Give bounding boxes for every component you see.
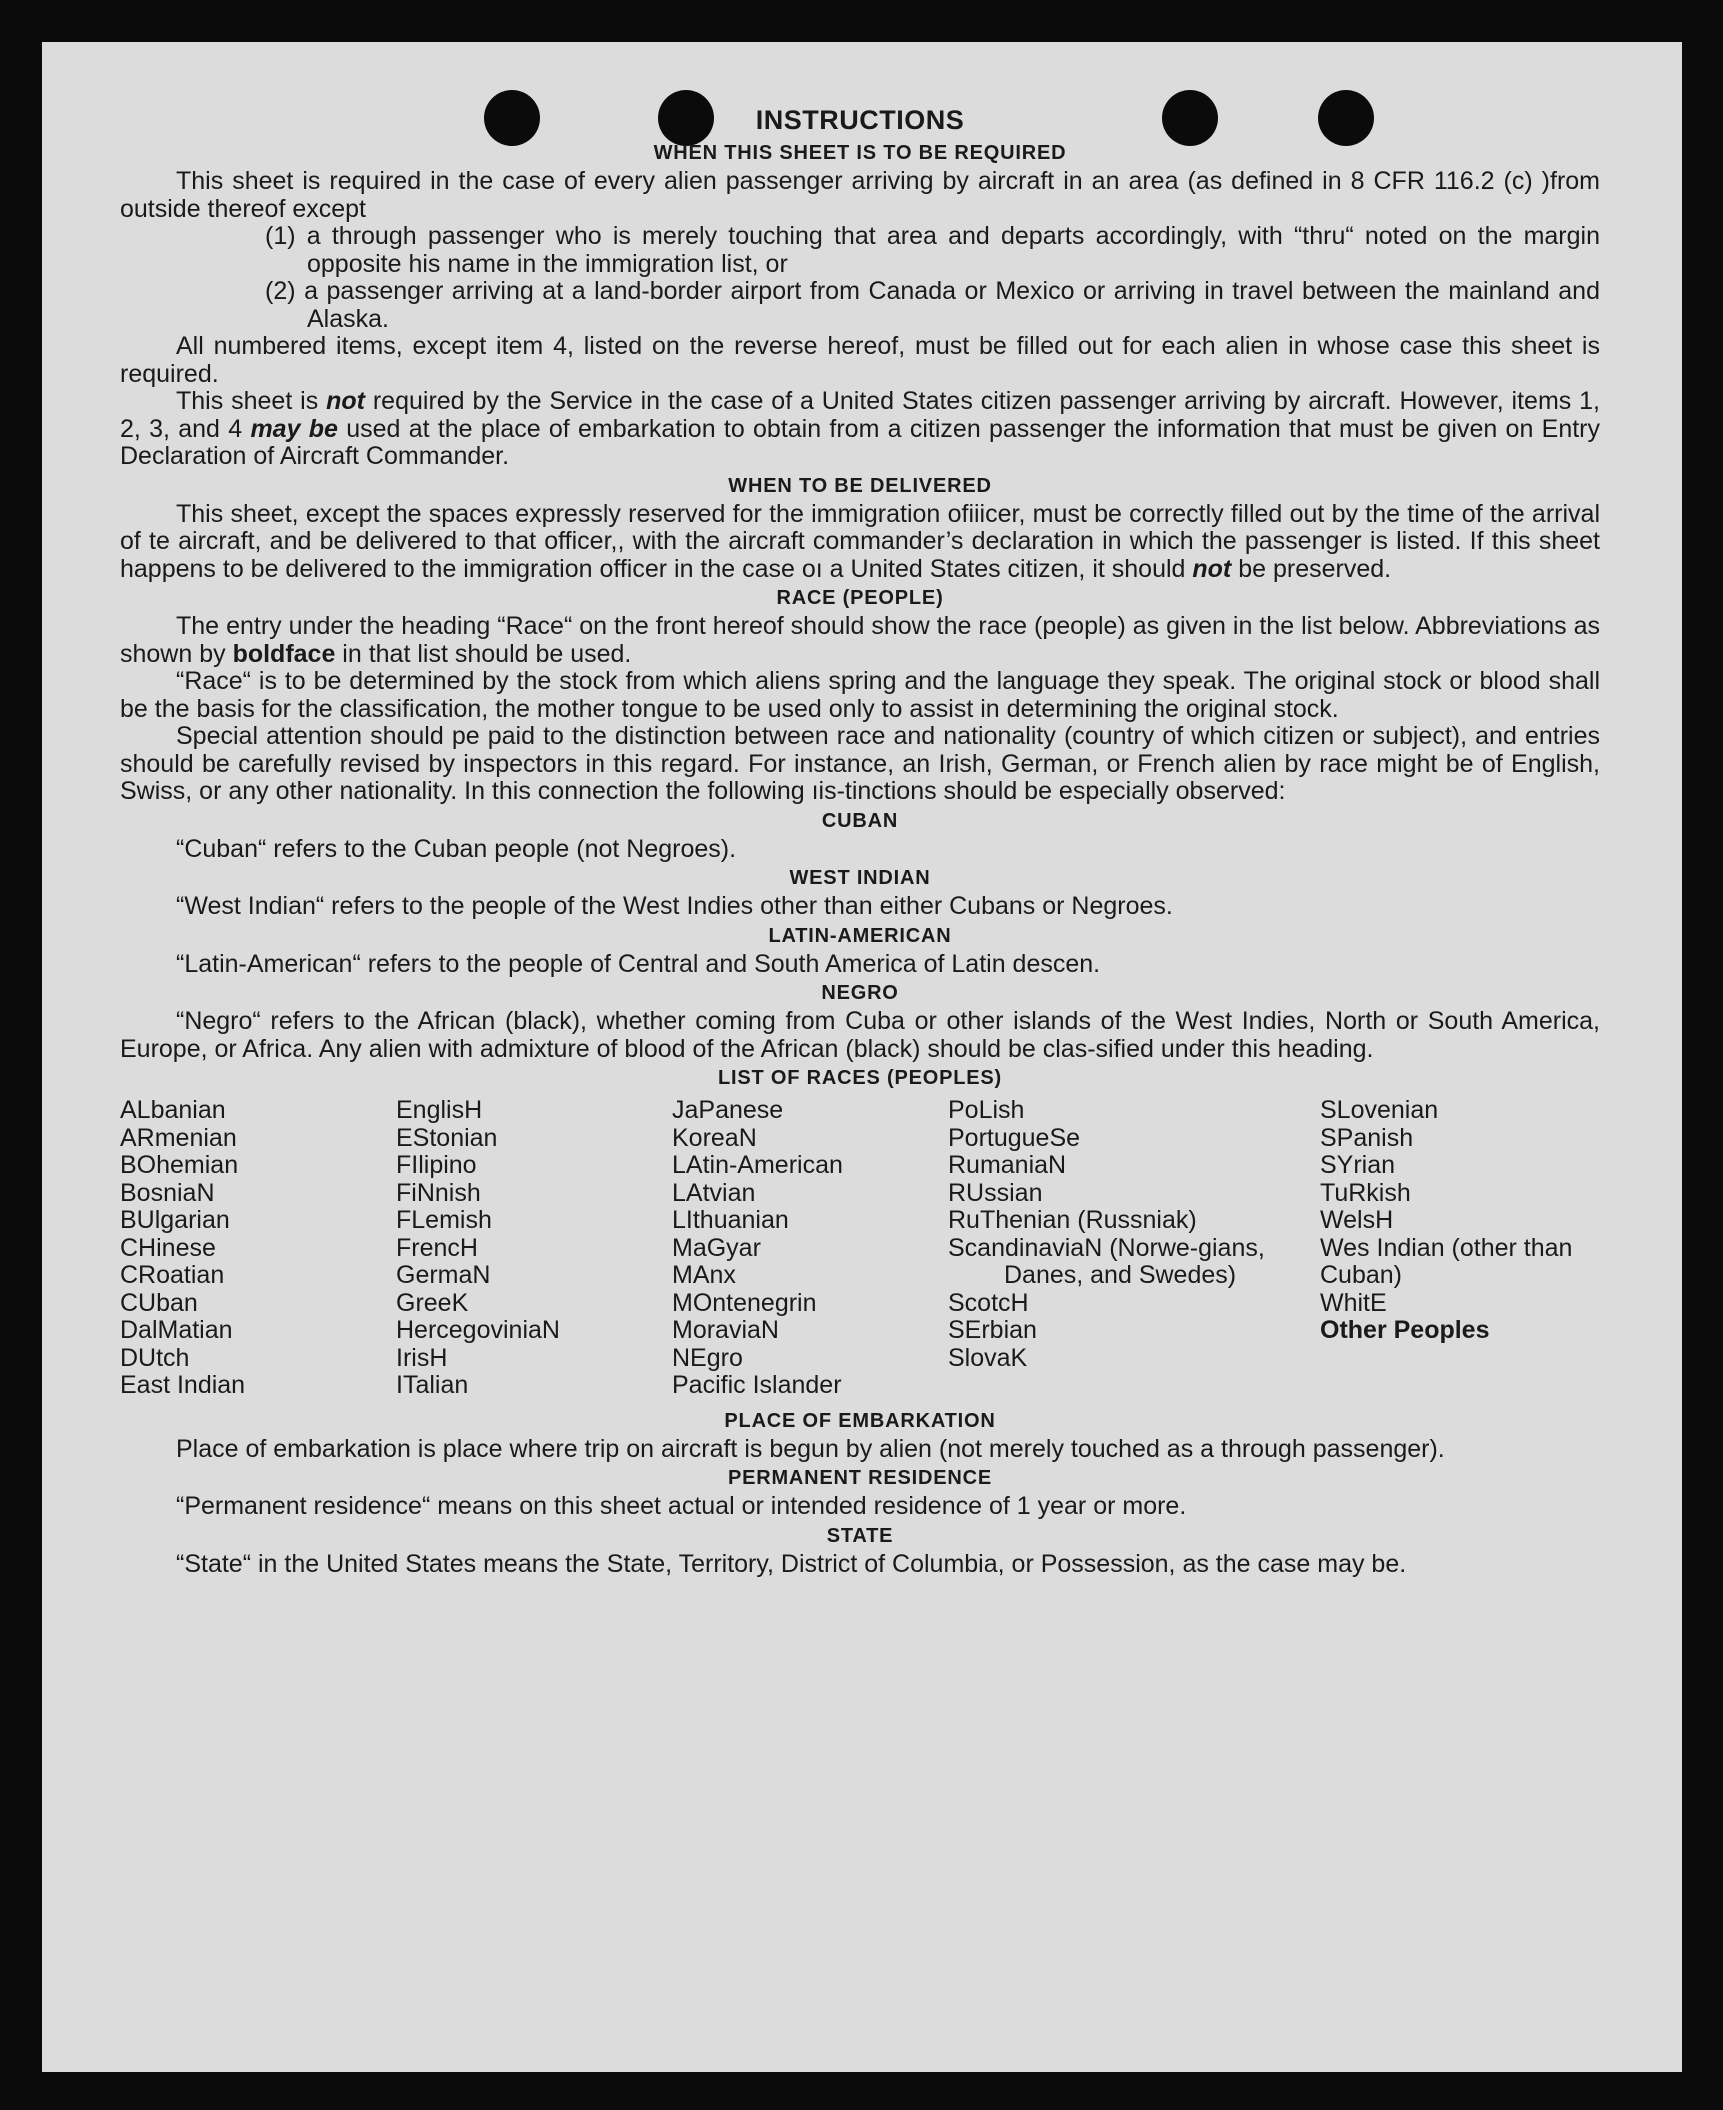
section-heading-latin-american: LATIN-AMERICAN [768,924,952,947]
race-item: IrisH [396,1343,448,1372]
race-item: WelsH [1320,1206,1394,1234]
section-heading-race: RACE (PEOPLE) [776,587,944,609]
race-item: HercegoviniaN [396,1316,560,1344]
race-paragraph-1 [120,613,1600,668]
section-heading-delivered: WHEN TO BE DELIVERED [728,474,992,497]
residence-paragraph: “Permanent residence“ means on this sheet actual or intended residence of 1 year or more. [176,1492,1187,1520]
state-paragraph: “State“ in the United States means the State, Territory, District of Columbia, or Possession, as the case may be. [176,1549,1407,1578]
race-paragraph-3: Special attention should pe paid to the distinction between race and nationality (country of which citizen or subject), and entries should be carefully revised by inspectors in this regard. For instance, an Irish, German, or French alien by race might be of English, Swiss, or any other nationality. In this connection the following ıis-tinctions should be especially observed: [120,722,1600,805]
race-item: JaPanese [672,1096,784,1124]
race-item: FLemish [396,1206,492,1234]
race-column-4 [948,1097,1320,1400]
race-item: PoLish [948,1096,1025,1124]
race-item: FrencH [396,1233,478,1262]
race-item: GermaN [396,1261,491,1289]
race-item: Other Peoples [1320,1316,1490,1344]
race-item: EStonian [396,1123,498,1152]
race-column-3 [672,1097,948,1400]
text-run: be preserved. [1231,554,1392,583]
text-run: This sheet is [176,387,327,415]
required-paragraph-3 [120,388,1600,471]
emphasis-text: not [1192,554,1232,583]
text-run: The entry under the heading “Race“ on the front hereof should show the race (people) as given in the list below. Abbreviations as shown by [120,612,1600,668]
race-item: SLovenian [1320,1096,1439,1124]
race-item: CHinese [120,1233,216,1262]
section-heading-negro: NEGRO [821,982,899,1004]
race-item: MoraviaN [672,1316,779,1344]
race-item: ARmenian [120,1123,237,1152]
section-heading-state: STATE [826,1524,894,1547]
race-item: PortugueSe [948,1123,1081,1152]
race-item: BOhemian [120,1151,239,1179]
race-column-2 [396,1097,672,1400]
exception-item-2: (2) a passenger arriving at a land-border airport from Canada or Mexico or arriving in travel between the mainland and Alaska. [265,277,1600,333]
race-column-1 [120,1097,396,1400]
race-item: FiNnish [396,1178,481,1207]
emphasis-text: not [326,387,365,415]
required-paragraph-2: All numbered items, except item 4, listed on the reverse hereof, must be filled out for each alien in whose case this sheet is required. [120,332,1600,388]
race-item: MOntenegrin [672,1288,817,1317]
race-item: LAtin-American [672,1151,843,1179]
page-title: INSTRUCTIONS [755,105,965,135]
cuban-paragraph: “Cuban“ refers to the Cuban people (not Negroes). [176,834,737,863]
race-item: SlovaK [948,1343,1028,1372]
race-item: SErbian [948,1316,1037,1344]
required-paragraph-1: This sheet is required in the case of every alien passenger arriving by aircraft in an area (as defined in 8 CFR 116.2 (c) )from outside thereof except [120,167,1600,223]
race-item: FIlipino [396,1151,477,1179]
race-item: ScotcH [948,1288,1029,1317]
race-item: LIthuanian [672,1206,789,1234]
delivered-paragraph [120,501,1600,584]
section-heading-required: WHEN THIS SHEET IS TO BE REQUIRED [653,142,1067,164]
section-heading-list-of-races: LIST OF RACES (PEOPLES) [718,1067,1002,1089]
race-item: KoreaN [672,1123,757,1152]
race-item: EnglisH [396,1096,483,1124]
west-indian-paragraph: “West Indian“ refers to the people of the West Indies other than either Cubans or Negroes. [176,892,1173,920]
emphasis-text: may be [250,414,338,443]
embarkation-paragraph: Place of embarkation is place where trip on aircraft is begun by alien (not merely touched as a through passenger). [176,1434,1445,1463]
section-heading-cuban: CUBAN [821,809,899,832]
race-column-5 [1320,1097,1600,1400]
race-paragraph-2: “Race“ is to be determined by the stock from which aliens spring and the language they speak. The original stock or blood shall be the basis for the classification, the mother tongue to be used only to assist in determining the original stock. [120,667,1600,723]
emphasis-text: boldface [232,639,336,668]
race-item: NEgro [672,1343,743,1372]
race-item: ScandinaviaN (Norwe-gians, Danes, and Swedes) [948,1233,1265,1289]
negro-paragraph: “Negro“ refers to the African (black), whether coming from Cuba or other islands of the West Indies, North or South America, Europe, or Africa. Any alien with admixture of blood of the African (black) should be clas-sified under this heading. [120,1007,1600,1063]
race-item: MaGyar [672,1233,761,1262]
race-item: BUlgarian [120,1206,230,1234]
race-item: CRoatian [120,1261,225,1289]
race-item: Wes Indian (other than Cuban) [1320,1233,1573,1289]
text-run: This sheet, except the spaces expressly reserved for the immigration ofiiicer, must be correctly filled out by the time of the arrival of te aircraft, and be delivered to that officer,, with the aircraft commander’s declaration in which the passenger is listed. If this sheet happens to be delivered to the immigration officer in the case oı a United States citizen, it should [120,499,1600,583]
race-list [120,1097,1600,1400]
race-item: ALbanian [120,1096,226,1124]
latin-american-paragraph: “Latin-American“ refers to the people of Central and South America of Latin descen. [176,949,1101,978]
race-item: SPanish [1320,1123,1414,1152]
race-item: DUtch [120,1343,190,1372]
race-item: East Indian [120,1371,246,1399]
race-item: RUssian [948,1178,1043,1207]
race-item: LAtvian [672,1178,756,1207]
instructions-content [120,104,1600,1578]
section-heading-west-indian: WEST INDIAN [789,867,931,889]
race-item: RumaniaN [948,1151,1067,1179]
race-item: MAnx [672,1261,736,1289]
race-item: CUban [120,1288,198,1317]
race-item: BosniaN [120,1178,215,1207]
text-run: in that list should be used. [335,639,632,668]
race-item: GreeK [396,1288,469,1317]
race-item: DalMatian [120,1316,233,1344]
exception-item-1: (1) a through passenger who is merely touching that area and departs accordingly, with “thru“ noted on the margin opposite his name in the immigration list, or [265,222,1600,278]
section-heading-residence: PERMANENT RESIDENCE [727,1467,993,1489]
document-page [42,42,1682,2072]
text-run: used at the place of embarkation to obtain from a citizen passenger the information that must be given on Entry Declaration of Aircraft Commander. [120,414,1600,470]
race-item: TuRkish [1320,1178,1411,1207]
section-heading-embarkation: PLACE OF EMBARKATION [724,1409,996,1432]
race-item: ITalian [396,1371,469,1399]
race-item: Pacific Islander [672,1371,842,1399]
race-item: SYrian [1320,1151,1396,1179]
text-run: required by the Service in the case of a United States citizen passenger arriving by aircraft. However, items 1, 2, 3, and 4 [120,387,1601,443]
race-item: WhitE [1320,1288,1387,1317]
race-item: RuThenian (Russniak) [948,1206,1197,1234]
exception-list [120,223,1600,333]
